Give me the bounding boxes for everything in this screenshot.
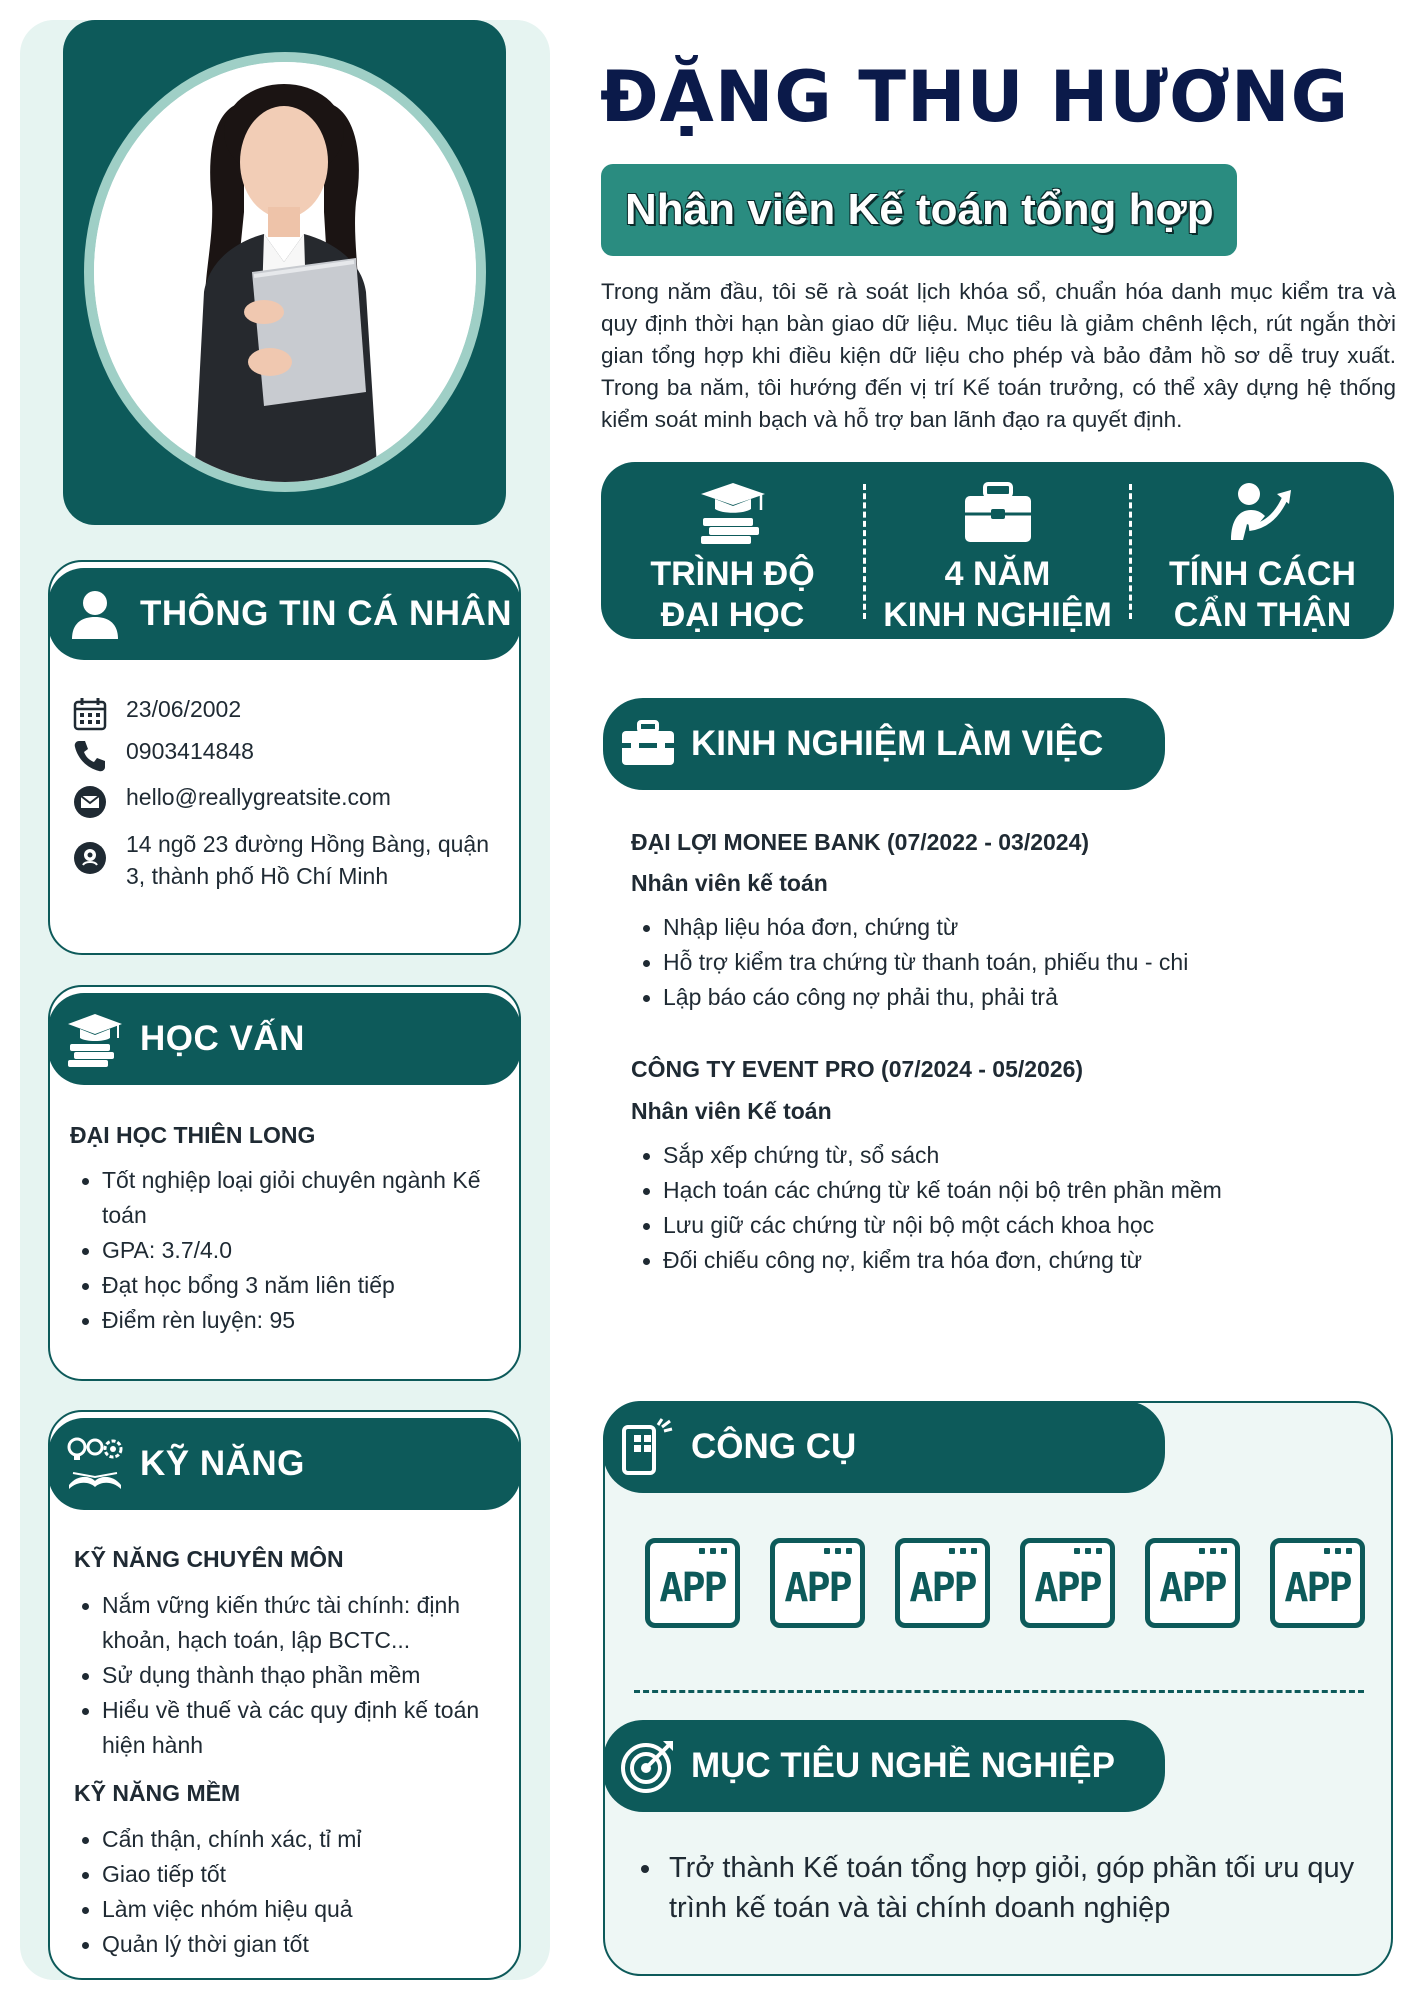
- highlights-bar: [601, 462, 1394, 639]
- app-icon: [770, 1538, 865, 1628]
- list-item: Đối chiếu công nợ, kiểm tra hóa đơn, chứng từ: [633, 1243, 1373, 1278]
- job-1-role: Nhân viên kế toán: [631, 870, 828, 896]
- address-row: [70, 828, 489, 892]
- list-item: Hạch toán các chứng từ kế toán nội bộ trên phần mềm: [633, 1173, 1373, 1208]
- stat-education-line1: TRÌNH ĐỘ: [650, 555, 815, 593]
- app-label: APP: [1034, 1565, 1101, 1611]
- app-label: APP: [1284, 1565, 1351, 1611]
- email-row: [70, 784, 391, 820]
- goal-header: [603, 1720, 1165, 1812]
- experience-title: KINH NGHIỆM LÀM VIỆC: [691, 724, 1104, 763]
- stat-education: [601, 462, 864, 639]
- toolbox-icon: [615, 714, 681, 774]
- app-icon: [1270, 1538, 1365, 1628]
- phone-icon: [70, 738, 110, 774]
- education-list: [72, 1163, 502, 1338]
- app-icon: [895, 1538, 990, 1628]
- tools-header: [603, 1401, 1165, 1493]
- goal-title: MỤC TIÊU NGHỀ NGHIỆP: [691, 1746, 1115, 1785]
- list-item: Lưu giữ các chứng từ nội bộ một cách khoa học: [633, 1208, 1373, 1243]
- phone-value: 0903414848: [126, 738, 254, 764]
- birthday-value: 23/06/2002: [126, 696, 242, 722]
- summary-paragraph: Trong năm đầu, tôi sẽ rà soát lịch khóa sổ, chuẩn hóa danh mục kiểm tra và quy định thời hạn bàn giao dữ liệu. Mục tiêu là giảm chênh lệch, rút ngắn thời gian tổng hợp khi điều kiện dữ liệu cho phép và bảo đảm hồ sơ dễ truy xuất. Trong ba năm, tôi hướng đến vị trí Kế toán trưởng, có thể xây dựng hệ thống kiểm soát minh bạch và hỗ trợ ban lãnh đạo ra quyết định.: [601, 279, 1396, 432]
- stat-experience-line1: 4 NĂM: [944, 555, 1051, 593]
- address-line-2: 3, thành phố Hồ Chí Minh: [126, 863, 389, 889]
- experience-header: [603, 698, 1165, 790]
- job-title-banner: [601, 164, 1237, 256]
- skills-lightbulb-gear-icon: [62, 1434, 128, 1494]
- stat-personality-line1: TÍNH CÁCH: [1169, 555, 1356, 593]
- soft-skills-title: KỸ NĂNG MỀM: [74, 1780, 241, 1806]
- app-label: APP: [1159, 1565, 1226, 1611]
- graduation-cap-icon: [688, 472, 778, 554]
- address-line-1: 14 ngõ 23 đường Hồng Bàng, quận: [126, 831, 489, 857]
- target-icon: [615, 1736, 681, 1796]
- tools-app-icon: [615, 1417, 681, 1477]
- skills-title: KỸ NĂNG: [140, 1444, 305, 1483]
- email-value: hello@reallygreatsite.com: [126, 784, 391, 810]
- profile-photo: [84, 52, 486, 492]
- list-item: Sắp xếp chứng từ, sổ sách: [633, 1138, 1373, 1173]
- stat-personality: [1131, 462, 1394, 639]
- education-title: HỌC VẤN: [140, 1019, 305, 1058]
- soft-skills-list: [72, 1822, 502, 1962]
- hard-skills-list: [72, 1588, 502, 1763]
- stat-experience: [865, 462, 1130, 639]
- birthday-row: [70, 696, 241, 732]
- stat-education-line2: ĐẠI HỌC: [660, 596, 805, 634]
- list-item: Trở thành Kế toán tổng hợp giỏi, góp phần tối ưu quy trình kế toán và tài chính doanh nghiệp: [637, 1848, 1372, 1928]
- list-item: Tốt nghiệp loại giỏi chuyên ngành Kế toán: [72, 1163, 502, 1233]
- app-icon: [1145, 1538, 1240, 1628]
- job-2-title: CÔNG TY EVENT PRO (07/2024 - 05/2026): [631, 1056, 1084, 1082]
- hard-skills-title: KỸ NĂNG CHUYÊN MÔN: [74, 1546, 344, 1572]
- goal-list: [637, 1848, 1372, 1928]
- list-item: Hiểu về thuế và các quy định kế toán hiện hành: [72, 1693, 502, 1763]
- school-name: ĐẠI HỌC THIÊN LONG: [70, 1122, 316, 1148]
- phone-row: [70, 738, 254, 774]
- user-icon: [62, 584, 128, 644]
- stat-personality-line2: CẨN THẬN: [1173, 596, 1352, 634]
- list-item: Sử dụng thành thạo phần mềm: [72, 1658, 502, 1693]
- list-item: Nhập liệu hóa đơn, chứng từ: [633, 910, 1373, 945]
- address-value: [126, 828, 489, 892]
- app-icon: [1020, 1538, 1115, 1628]
- list-item: Lập báo cáo công nợ phải thu, phải trả: [633, 980, 1373, 1015]
- education-header: [48, 993, 521, 1085]
- job-1-duties: [633, 910, 1373, 1015]
- app-label: APP: [659, 1565, 726, 1611]
- list-item: Điểm rèn luyện: 95: [72, 1303, 502, 1338]
- section-divider: [634, 1690, 1364, 1693]
- candidate-name: ĐẶNG THU HƯƠNG: [600, 56, 1350, 138]
- personal-info-title: THÔNG TIN CÁ NHÂN: [140, 594, 513, 633]
- app-label: APP: [784, 1565, 851, 1611]
- list-item: Nắm vững kiến thức tài chính: định khoản, hạch toán, lập BCTC...: [72, 1588, 502, 1658]
- app-label: APP: [909, 1565, 976, 1611]
- briefcase-icon: [953, 472, 1043, 554]
- list-item: GPA: 3.7/4.0: [72, 1233, 502, 1268]
- personal-info-header: [48, 568, 521, 660]
- job-1-title: ĐẠI LỢI MONEE BANK (07/2022 - 03/2024): [631, 829, 1090, 855]
- job-2-role: Nhân viên Kế toán: [631, 1098, 832, 1124]
- list-item: Giao tiếp tốt: [72, 1857, 502, 1892]
- job-title-text: Nhân viên Kế toán tổng hợp: [625, 185, 1214, 234]
- location-icon: [70, 840, 110, 876]
- skills-header: [48, 1418, 521, 1510]
- tools-title: CÔNG CỤ: [691, 1427, 857, 1466]
- app-icon: [645, 1538, 740, 1628]
- person-growth-icon: [1218, 472, 1308, 554]
- stat-experience-line2: KINH NGHIỆM: [883, 596, 1112, 634]
- email-icon: [70, 784, 110, 820]
- list-item: Đạt học bổng 3 năm liên tiếp: [72, 1268, 502, 1303]
- list-item: Cẩn thận, chính xác, tỉ mỉ: [72, 1822, 502, 1857]
- list-item: Hỗ trợ kiểm tra chứng từ thanh toán, phiếu thu - chi: [633, 945, 1373, 980]
- list-item: Quản lý thời gian tốt: [72, 1927, 502, 1962]
- graduation-books-icon: [62, 1009, 128, 1069]
- list-item: Làm việc nhóm hiệu quả: [72, 1892, 502, 1927]
- calendar-icon: [70, 696, 110, 732]
- job-2-duties: [633, 1138, 1373, 1278]
